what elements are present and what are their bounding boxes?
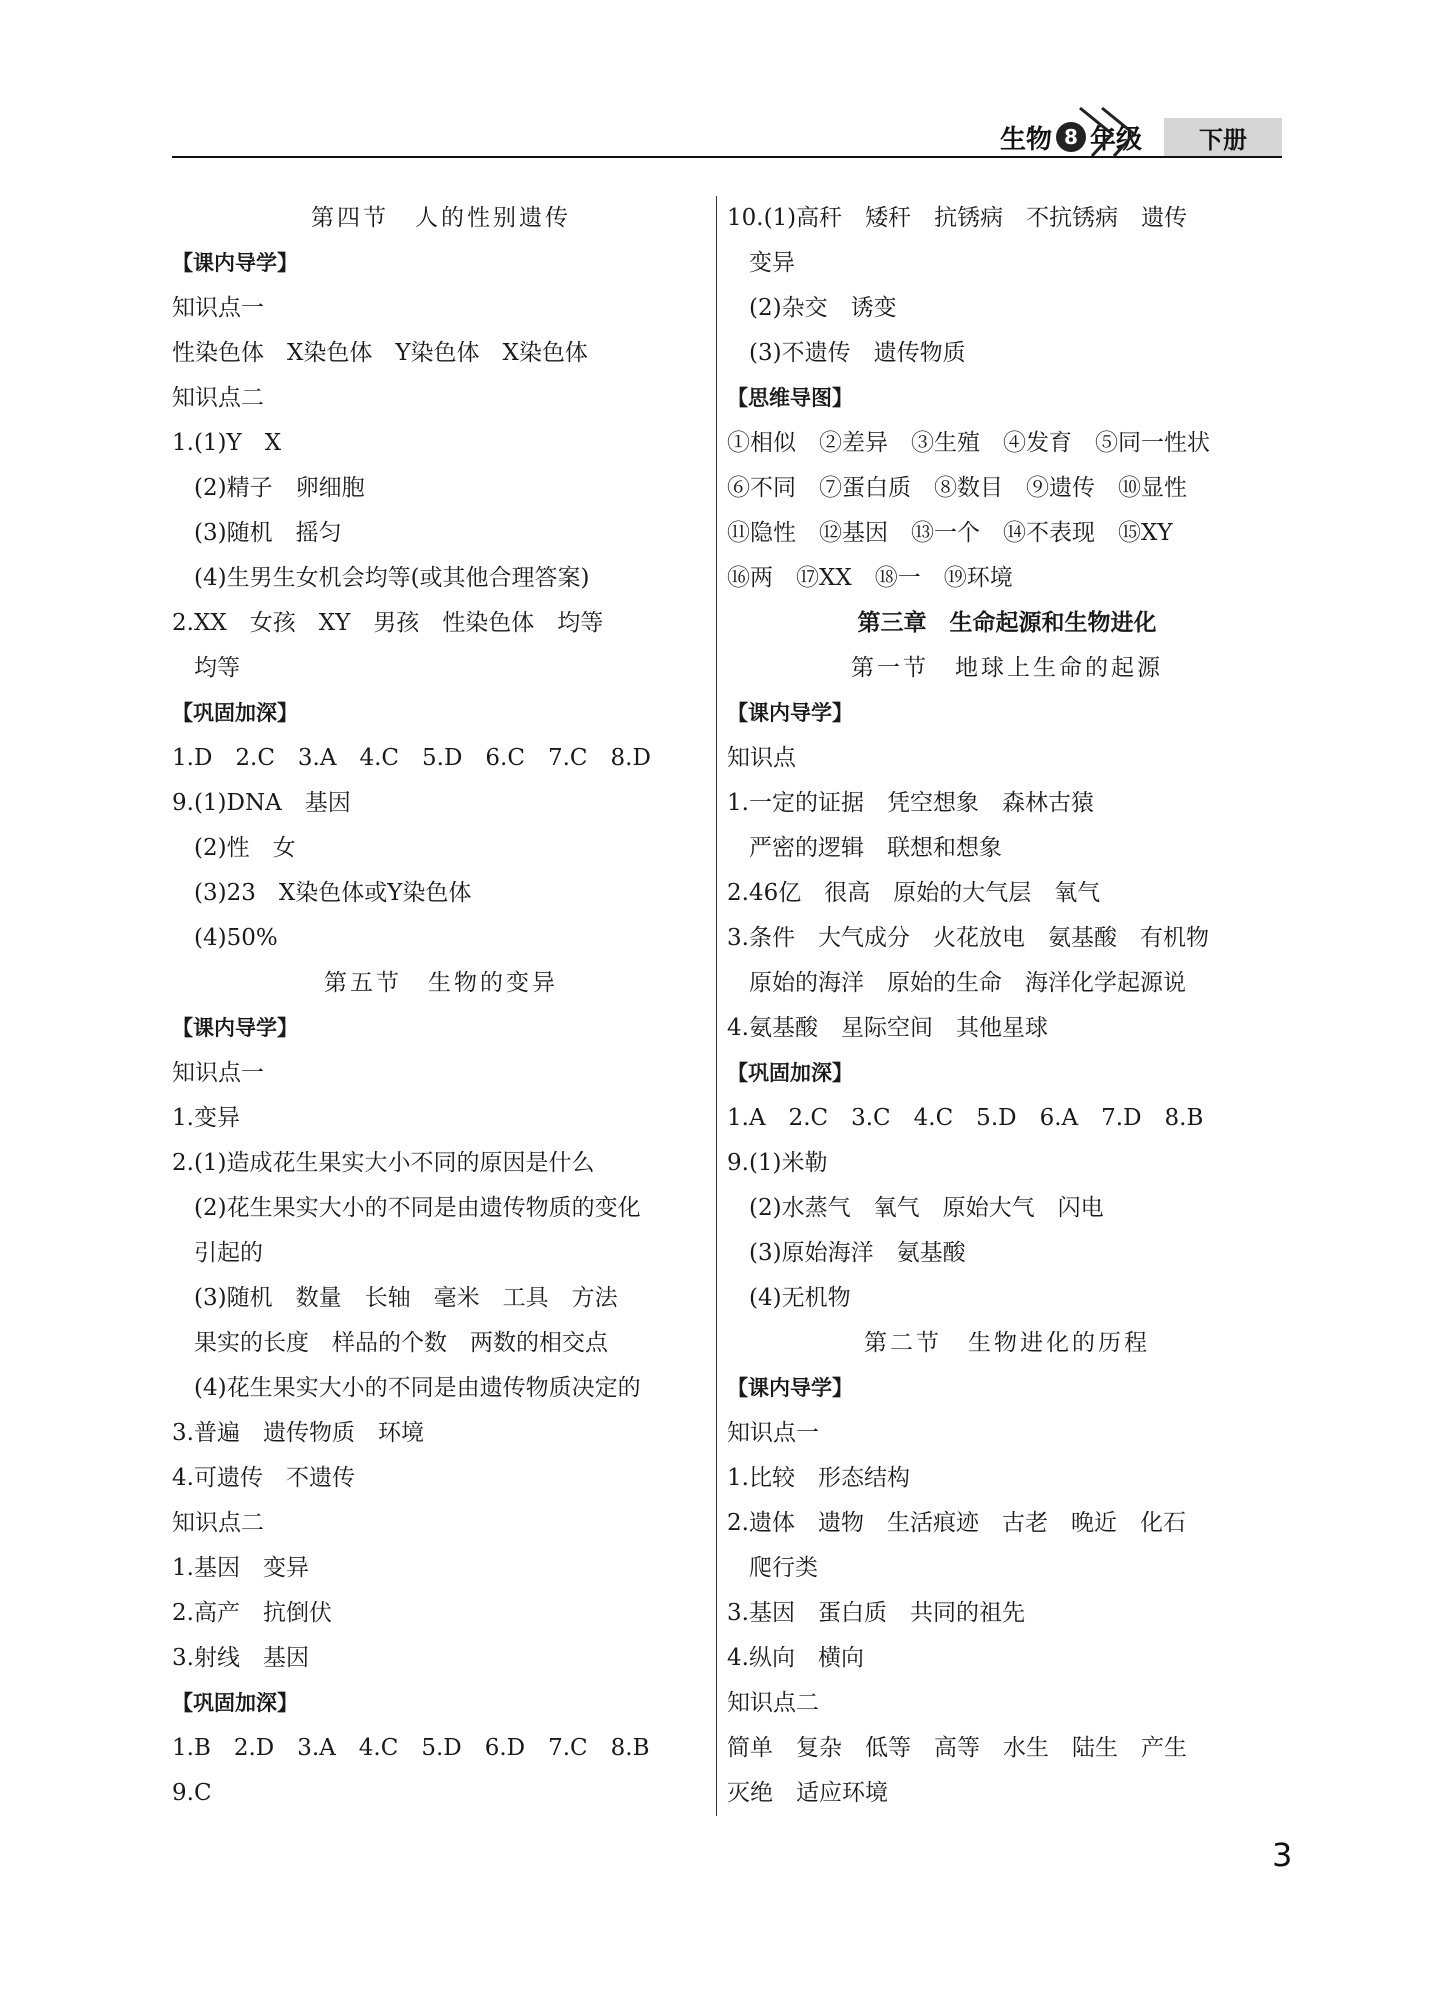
answer-line: 2.46亿 很高 原始的大气层 氧气 — [727, 880, 1101, 906]
section-heading: 第四节 人的性别遗传 — [311, 205, 571, 231]
header-rule — [172, 156, 1282, 158]
answer-line: 9.(1)DNA 基因 — [172, 790, 351, 816]
double-chevron-icon — [1072, 104, 1162, 160]
answer-line: 1.(1)Y X — [172, 430, 282, 456]
section-tag: 【课内导学】 — [172, 251, 298, 275]
answer-line: (2)水蒸气 氧气 原始大气 闪电 — [749, 1195, 1104, 1221]
answer-line: 性染色体 X染色体 Y染色体 X染色体 — [172, 340, 588, 366]
answer-line: 均等 — [194, 655, 240, 681]
answer-line: 1.比较 形态结构 — [727, 1465, 910, 1491]
answer-line: 2.(1)造成花生果实大小不同的原因是什么 — [172, 1150, 595, 1176]
answer-line: 知识点一 — [172, 295, 264, 321]
header-grade-suffix: 年级 — [1089, 124, 1142, 155]
answer-line: 1.B 2.D 3.A 4.C 5.D 6.D 7.C 8.B — [172, 1735, 650, 1761]
left-column — [172, 196, 710, 1816]
answer-line: (2)花生果实大小的不同是由遗传物质的变化 — [194, 1195, 641, 1221]
answer-line: 10.(1)高秆 矮秆 抗锈病 不抗锈病 遗传 — [727, 205, 1188, 231]
right-column — [727, 196, 1287, 1816]
answer-line: 4.氨基酸 星际空间 其他星球 — [727, 1015, 1048, 1041]
answer-line: 原始的海洋 原始的生命 海洋化学起源说 — [749, 970, 1186, 996]
section-tag: 【巩固加深】 — [727, 1061, 853, 1085]
answer-line: 知识点二 — [172, 1510, 264, 1536]
section-heading: 第二节 生物进化的历程 — [864, 1330, 1150, 1356]
answer-line: 3.射线 基因 — [172, 1645, 309, 1671]
volume-tab: 下册 — [1164, 118, 1282, 156]
answer-line: (4)生男生女机会均等(或其他合理答案) — [194, 565, 590, 591]
answer-line: 1.一定的证据 凭空想象 森林古猿 — [727, 790, 1094, 816]
answer-line: 4.纵向 横向 — [727, 1645, 864, 1671]
chapter-heading: 第三章 生命起源和生物进化 — [857, 610, 1157, 636]
header-subject: 生物 — [999, 124, 1052, 155]
grade-number-badge: 8 — [1056, 122, 1086, 152]
page-number: 3 — [1272, 1836, 1293, 1874]
answer-line: 知识点 — [727, 745, 796, 771]
answer-line: 知识点二 — [727, 1690, 819, 1716]
section-heading: 第一节 地球上生命的起源 — [851, 655, 1163, 681]
answer-line: 果实的长度 样品的个数 两数的相交点 — [194, 1330, 608, 1356]
section-tag: 【巩固加深】 — [172, 701, 298, 725]
answer-line: 引起的 — [194, 1240, 263, 1266]
section-tag: 【思维导图】 — [727, 386, 853, 410]
answer-line: 3.基因 蛋白质 共同的祖先 — [727, 1600, 1025, 1626]
answer-line: (4)无机物 — [749, 1285, 851, 1311]
section-heading: 第五节 生物的变异 — [324, 970, 558, 996]
answer-line: 2.XX 女孩 XY 男孩 性染色体 均等 — [172, 610, 604, 636]
answer-line: (3)随机 摇匀 — [194, 520, 342, 546]
answer-line: 3.普遍 遗传物质 环境 — [172, 1420, 424, 1446]
answer-line: 3.条件 大气成分 火花放电 氨基酸 有机物 — [727, 925, 1209, 951]
answer-line: (3)原始海洋 氨基酸 — [749, 1240, 966, 1266]
answer-line: 简单 复杂 低等 高等 水生 陆生 产生 — [727, 1735, 1187, 1761]
section-tag: 【课内导学】 — [727, 701, 853, 725]
answer-line: (3)随机 数量 长轴 毫米 工具 方法 — [194, 1285, 618, 1311]
answer-line: 变异 — [749, 250, 795, 276]
section-tag: 【巩固加深】 — [172, 1691, 298, 1715]
answer-line: 爬行类 — [749, 1555, 818, 1581]
answer-line: (2)精子 卵细胞 — [194, 475, 365, 501]
answer-line: 灭绝 适应环境 — [727, 1780, 888, 1806]
page-header — [172, 118, 1282, 158]
answer-line: 1.A 2.C 3.C 4.C 5.D 6.A 7.D 8.B — [727, 1105, 1204, 1131]
section-tag: 【课内导学】 — [172, 1016, 298, 1040]
column-divider — [716, 196, 717, 1816]
answer-line: ⑥不同 ⑦蛋白质 ⑧数目 ⑨遗传 ⑩显性 — [727, 475, 1187, 501]
answer-line: (2)杂交 诱变 — [749, 295, 897, 321]
answer-line: 2.高产 抗倒伏 — [172, 1600, 332, 1626]
answer-line: 2.遗体 遗物 生活痕迹 古老 晚近 化石 — [727, 1510, 1186, 1536]
answer-line: (3)23 X染色体或Y染色体 — [194, 880, 472, 906]
answer-line: (4)花生果实大小的不同是由遗传物质决定的 — [194, 1375, 641, 1401]
answer-line: 知识点二 — [172, 385, 264, 411]
answer-line: (2)性 女 — [194, 835, 296, 861]
answer-line: 4.可遗传 不遗传 — [172, 1465, 355, 1491]
answer-line: ⑪隐性 ⑫基因 ⑬一个 ⑭不表现 ⑮XY — [727, 520, 1173, 546]
answer-line: 知识点一 — [172, 1060, 264, 1086]
answer-line: 9.C — [172, 1780, 212, 1806]
answer-line: 1.基因 变异 — [172, 1555, 309, 1581]
answer-line: 1.D 2.C 3.A 4.C 5.D 6.C 7.C 8.D — [172, 745, 651, 771]
answer-line: ⑯两 ⑰XX ⑱一 ⑲环境 — [727, 565, 1013, 591]
answer-line: 严密的逻辑 联想和想象 — [749, 835, 1002, 861]
answer-line: 1.变异 — [172, 1105, 240, 1131]
answer-line: 9.(1)米勒 — [727, 1150, 828, 1176]
section-tag: 【课内导学】 — [727, 1376, 853, 1400]
answer-line: (4)50% — [194, 925, 278, 951]
answer-line: (3)不遗传 遗传物质 — [749, 340, 966, 366]
answer-line: ①相似 ②差异 ③生殖 ④发育 ⑤同一性状 — [727, 430, 1210, 456]
answer-line: 知识点一 — [727, 1420, 819, 1446]
